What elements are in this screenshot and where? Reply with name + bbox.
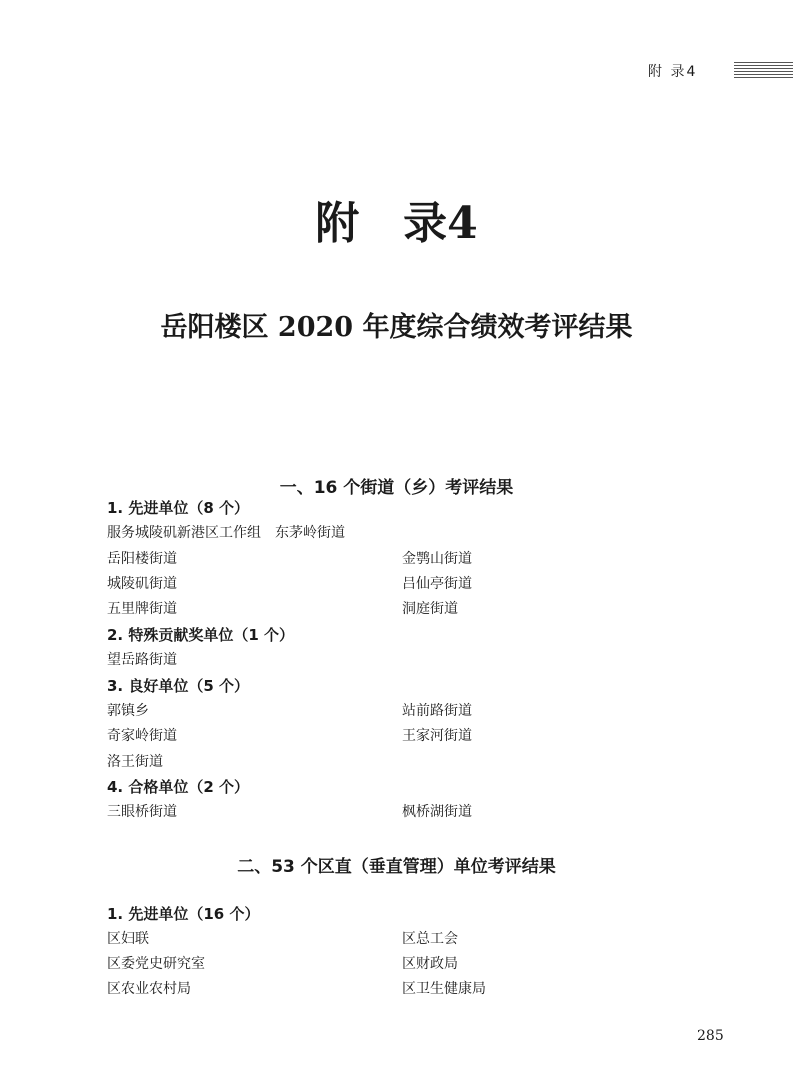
list-item: 站前路街道 <box>402 703 472 719</box>
page-title: 附 录4 <box>315 198 478 249</box>
list-item: 洛王街道 <box>107 754 163 770</box>
list-item: 区妇联 <box>107 931 149 947</box>
section-title: 一、16 个街道（乡）考评结果 <box>279 478 514 498</box>
list-item: 三眼桥街道 <box>107 804 177 820</box>
list-item: 枫桥湖街道 <box>402 804 472 820</box>
list-item: 区委党史研究室 <box>107 956 205 972</box>
group-label: 4. 合格单位（2 个） <box>107 778 250 796</box>
list-item: 区总工会 <box>402 931 458 947</box>
list-item: 金鹗山街道 <box>402 551 472 567</box>
list-item: 吕仙亭街道 <box>402 576 472 592</box>
page-number: 285 <box>697 1028 724 1044</box>
list-item: 洞庭街道 <box>402 601 458 617</box>
list-item: 区财政局 <box>402 956 458 972</box>
group-label: 2. 特殊贡献奖单位（1 个） <box>107 626 295 644</box>
list-item: 郭镇乡 <box>107 703 149 719</box>
group-label: 1. 先进单位（8 个） <box>107 499 250 517</box>
list-item: 服务城陵矶新港区工作组 东茅岭街道 <box>107 525 345 541</box>
list-item: 区卫生健康局 <box>402 981 486 997</box>
list-item: 岳阳楼街道 <box>107 551 177 567</box>
list-item: 望岳路街道 <box>107 652 177 668</box>
section-title: 二、53 个区直（垂直管理）单位考评结果 <box>237 857 556 877</box>
list-item: 五里牌街道 <box>107 601 177 617</box>
list-item: 奇家岭街道 <box>107 728 177 744</box>
running-head-rules <box>734 62 793 78</box>
page-subtitle: 岳阳楼区 2020 年度综合绩效考评结果 <box>160 312 633 343</box>
list-item: 城陵矶街道 <box>107 576 177 592</box>
group-label: 3. 良好单位（5 个） <box>107 677 250 695</box>
list-item: 区农业农村局 <box>107 981 191 997</box>
list-item: 王家河街道 <box>402 728 472 744</box>
group-label: 1. 先进单位（16 个） <box>107 905 260 923</box>
running-head: 附 录4 <box>648 64 698 80</box>
